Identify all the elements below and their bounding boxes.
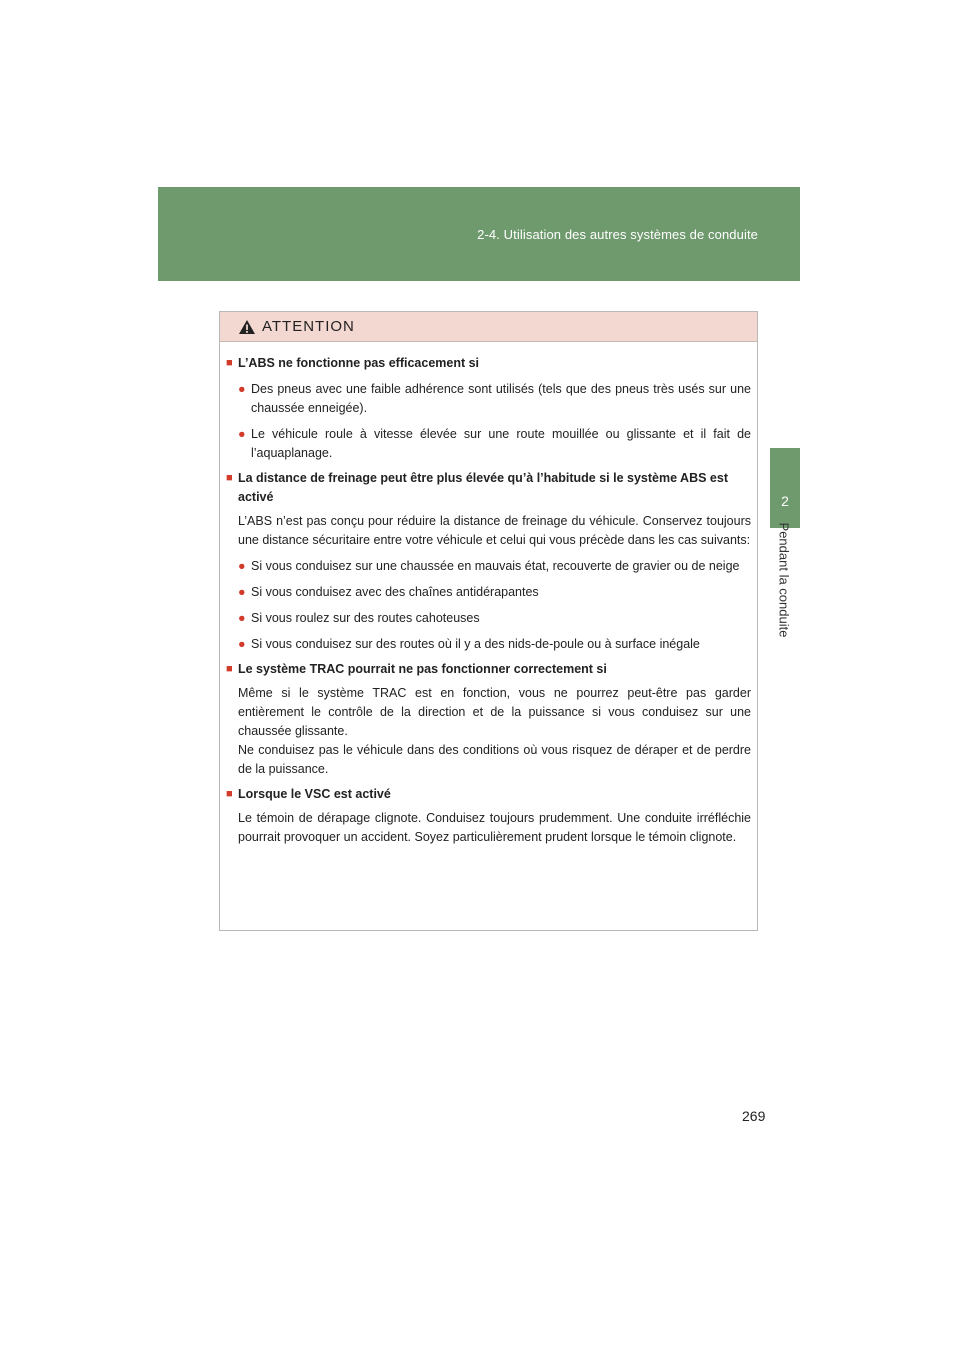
list-item: ● Si vous conduisez sur une chaussée en mauvais état, recouverte de gravier ou de neige xyxy=(226,557,751,576)
square-bullet-icon: ■ xyxy=(226,357,233,369)
section-vsc xyxy=(226,785,751,847)
dot-bullet-icon: ● xyxy=(238,611,246,625)
paragraph: L’ABS n’est pas conçu pour réduire la distance de freinage du véhicule. Conservez toujours une distance sécuritaire entre votre véhicule et celui qui vous précède dans les cas suivants: xyxy=(238,514,751,547)
paragraph: Ne conduisez pas le véhicule dans des conditions où vous risquez de déraper et de perdre de la puissance. xyxy=(238,743,751,776)
dot-bullet-icon: ● xyxy=(238,382,246,396)
section-trac xyxy=(226,660,751,779)
chapter-label: Pendant la conduite xyxy=(776,522,792,638)
paragraph: Même si le système TRAC est en fonction, vous ne pourrez peut-être pas garder entièrement le contrôle de la direction et de la puissance si vous conduisez sur une chaussée glissante. xyxy=(238,686,751,738)
header-band xyxy=(158,187,800,281)
section-heading: ■ L’ABS ne fonctionne pas efficacement si xyxy=(226,354,751,373)
list-item: ● Si vous conduisez avec des chaînes antidérapantes xyxy=(226,583,751,602)
warning-title: ATTENTION xyxy=(262,318,355,335)
warning-triangle-icon xyxy=(238,319,256,335)
page-number: 269 xyxy=(742,1108,766,1124)
square-bullet-icon: ■ xyxy=(226,788,233,800)
chapter-number: 2 xyxy=(781,493,789,509)
paragraph: Le témoin de dérapage clignote. Conduisez toujours prudemment. Une conduite irréfléchie pourrait provoquer un accident. Soyez particulièrement prudent lorsque le témoin clignote. xyxy=(238,811,751,844)
dot-bullet-icon: ● xyxy=(238,637,246,651)
square-bullet-icon: ■ xyxy=(226,472,233,484)
dot-bullet-icon: ● xyxy=(238,585,246,599)
square-bullet-icon: ■ xyxy=(226,663,233,675)
section-braking-distance xyxy=(226,469,751,654)
chapter-tab xyxy=(770,448,800,528)
warning-body xyxy=(220,342,757,847)
section-heading: ■ Le système TRAC pourrait ne pas fonctionner correctement si xyxy=(226,660,751,679)
section-title: 2-4. Utilisation des autres systèmes de conduite xyxy=(477,227,758,242)
dot-bullet-icon: ● xyxy=(238,559,246,573)
section-heading: ■ Lorsque le VSC est activé xyxy=(226,785,751,804)
warning-box xyxy=(219,311,758,931)
section-abs-inefficient xyxy=(226,354,751,463)
list-item: ● Si vous roulez sur des routes cahoteuses xyxy=(226,609,751,628)
list-item: ● Le véhicule roule à vitesse élevée sur une route mouillée ou glissante et il fait de l’aquaplanage. xyxy=(226,425,751,463)
list-item: ● Si vous conduisez sur des routes où il y a des nids-de-poule ou à surface inégale xyxy=(226,635,751,654)
warning-header xyxy=(220,312,757,342)
dot-bullet-icon: ● xyxy=(238,427,246,441)
list-item: ● Des pneus avec une faible adhérence sont utilisés (tels que des pneus très usés sur une chaussée enneigée). xyxy=(226,380,751,418)
section-heading: ■ La distance de freinage peut être plus élevée qu’à l’habitude si le système ABS est activé xyxy=(226,469,751,507)
